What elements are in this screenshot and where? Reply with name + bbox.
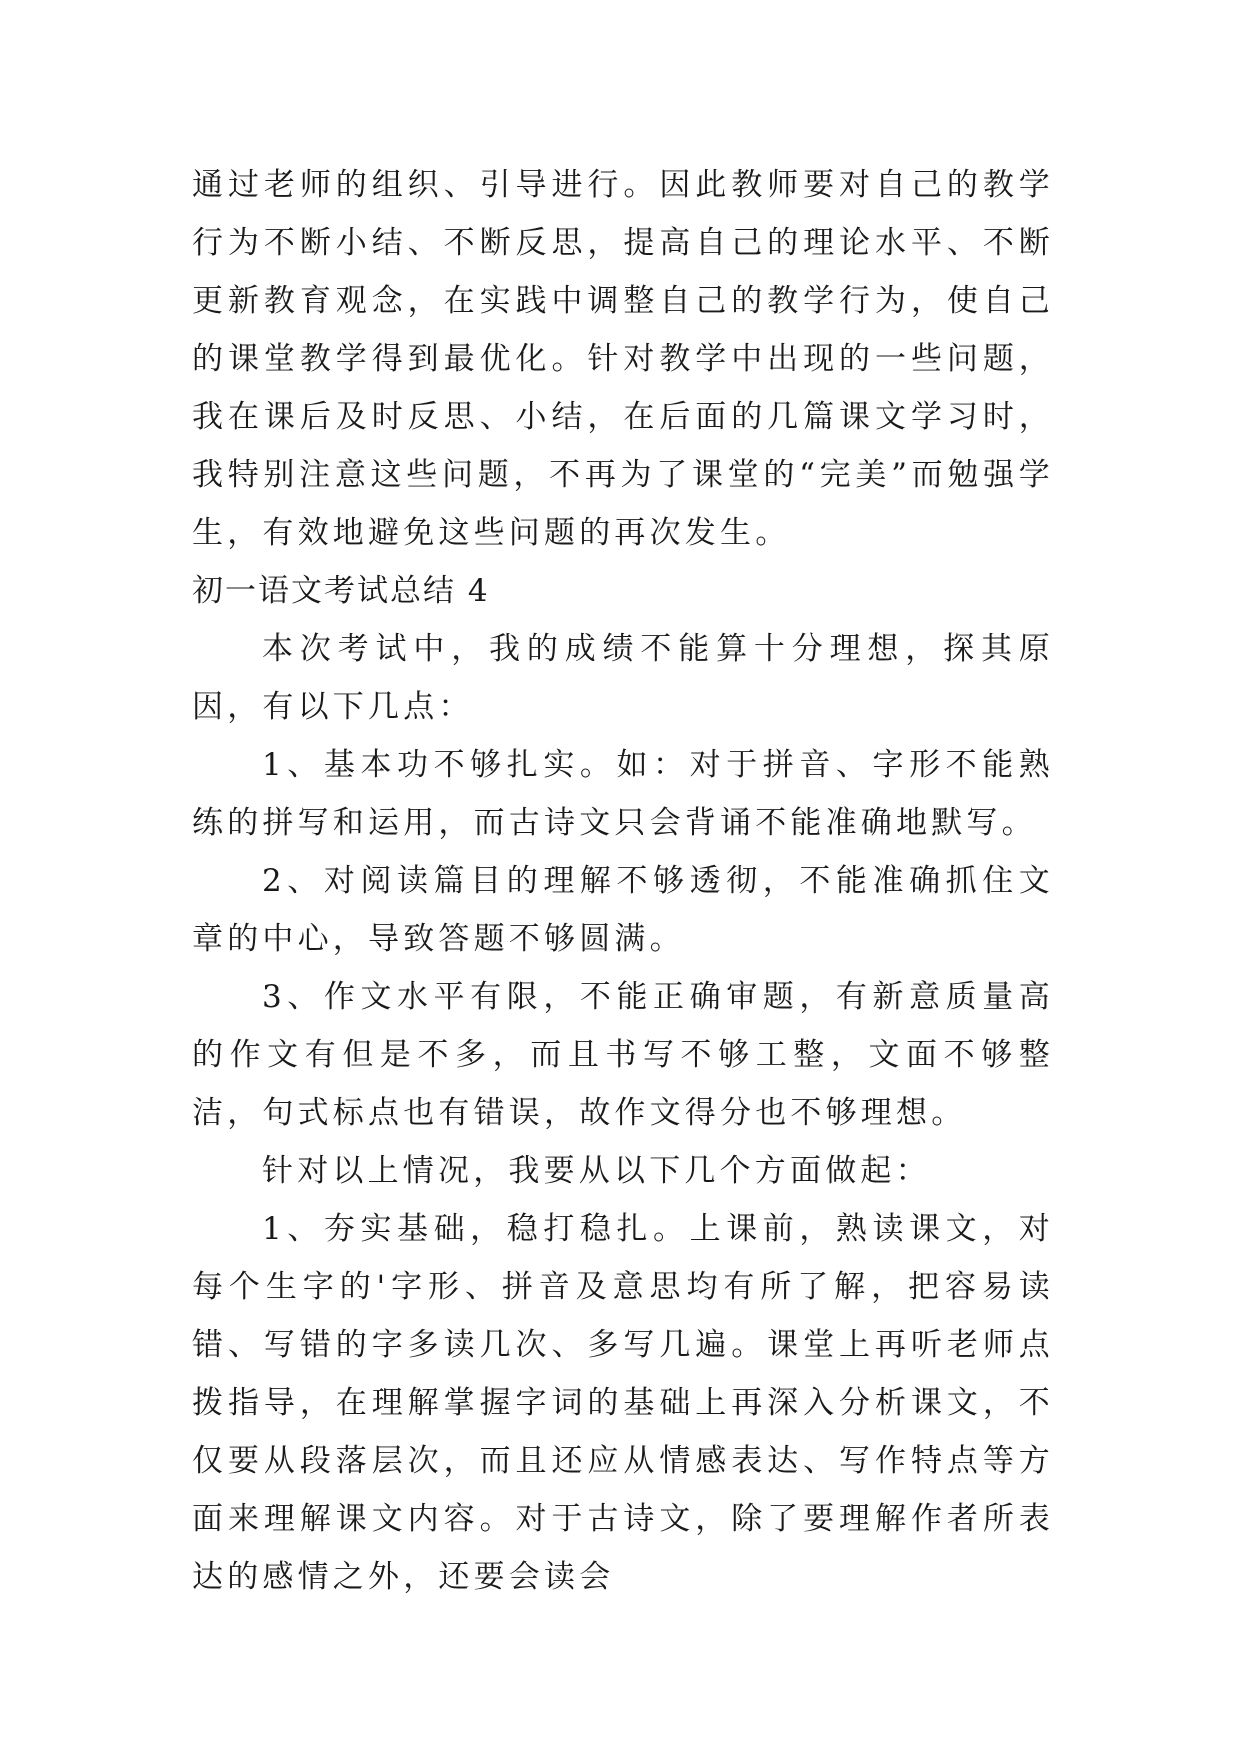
paragraph-intro: 本次考试中，我的成绩不能算十分理想，探其原因，有以下几点： [192,631,1054,725]
paragraph-point-2: 2、对阅读篇目的理解不够透彻，不能准确抓住文章的中心，导致答题不够圆满。 [192,863,1054,957]
paragraph-point-3: 3、作文水平有限，不能正确审题，有新意质量高的作文有但是不多，而且书写不够工整，文面不够整洁，句式标点也有错误，故作文得分也不够理想。 [192,979,1054,1131]
paragraph-continuation: 通过老师的组织、引导进行。因此教师要对自己的教学行为不断小结、不断反思，提高自己的理论水平、不断更新教育观念，在实践中调整自己的教学行为，使自己的课堂教学得到最优化。针对教学中出现的一些问题，我在课后及时反思、小结，在后面的几篇课文学习时，我特别注意这些问题，不再为了课堂的“完美”而勉强学生，有效地避免这些问题的再次发生。 [192,167,1054,551]
document-body [192,156,1054,1606]
paragraph-plan-intro: 针对以上情况，我要从以下几个方面做起： [262,1153,931,1189]
paragraph-plan-1: 1、夯实基础，稳打稳扎。上课前，熟读课文，对每个生字的'字形、拼音及意思均有所了解，把容易读错、写错的字多读几次、多写几遍。课堂上再听老师点拨指导，在理解掌握字词的基础上再深入分析课文，不仅要从段落层次，而且还应从情感表达、写作特点等方面来理解课文内容。对于古诗文，除了要理解作者所表达的感情之外，还要会读会 [192,1211,1054,1595]
paragraph-point-1: 1、基本功不够扎实。如：对于拼音、字形不能熟练的拼写和运用，而古诗文只会背诵不能准确地默写。 [192,747,1054,841]
section-heading: 初一语文考试总结 4 [192,573,490,609]
